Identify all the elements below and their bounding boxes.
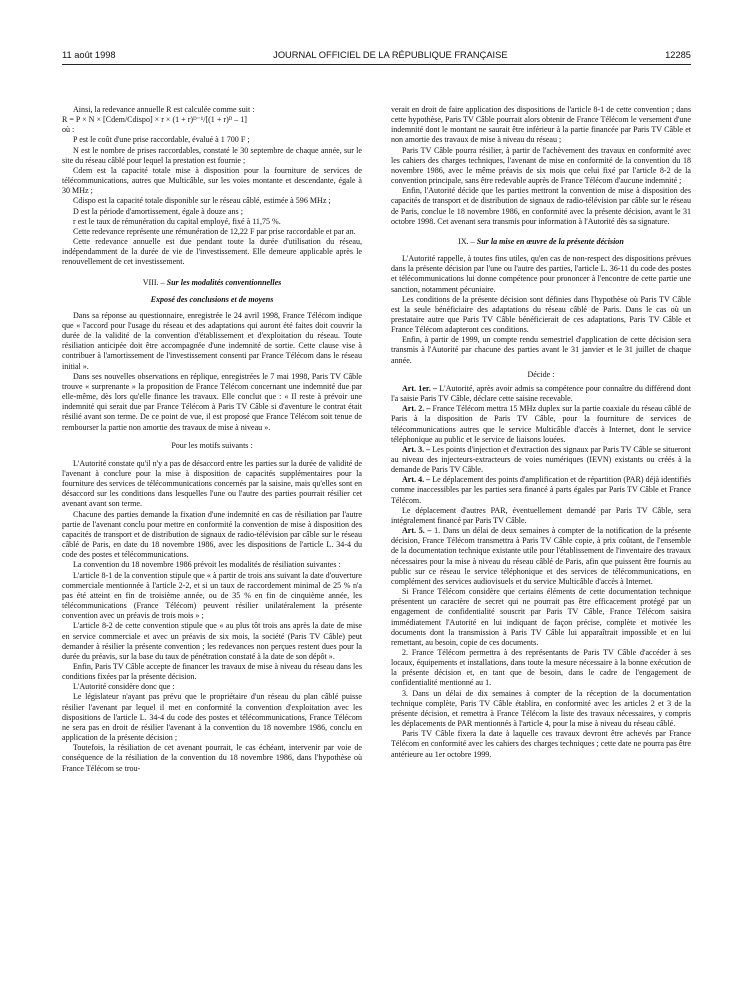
left-column <box>62 105 362 774</box>
paragraph-chacune: Chacune des parties demande la fixation d'une indemnité en cas de résiliation par l'autre partie de l'avenant conclu pour mettre en conformité la convention de mise à disposition des capacités de transport et de distribution de signaux de radio-télévision par câble sur le réseau câblé de Paris, en date du 18 novembre 1986, avec les dispositions de l'article L. 34-4 du code des postes et télécommunications. <box>62 509 362 560</box>
paragraph-toutefois: Toutefois, la résiliation de cet avenant pourrait, le cas échéant, intervenir par voie de conséquence de la résiliation de la convention du 18 novembre 1986, dans l'hypothèse où France Télécom se trou- <box>62 743 362 773</box>
section-viii-heading <box>62 278 362 288</box>
article-2 <box>391 404 691 445</box>
header-date: 11 août 1998 <box>62 50 116 60</box>
article-5 <box>391 526 691 587</box>
article-5-paragraph-5: Paris TV Câble fixera la date à laquelle ces travaux devront être achevés par France Télécom en conformité avec les cahiers des charges techniques ; cette date ne pourra pas être antérieure au 1er octobre 1999. <box>391 729 691 759</box>
paragraph-ptv-resilier: Paris TV Câble pourra résilier, à partir de l'achèvement des travaux en conformité avec les cahiers des charges techniques, l'avenant de mise en conformité de la convention du 18 novembre 1986, avec le même préavis de six mois que celui fixé par l'article 8-2 de la convention principale, sans être redevable auprès de France Télécom d'aucune indemnité ; <box>391 145 691 186</box>
paragraph-ou: où : <box>62 125 75 135</box>
article-4-text: Le déplacement des points d'amplification et de répartition (PAR) déjà identifiés comme inaccessibles par les parties sera financé à parts égales par Paris TV Câble et France Télécom. <box>391 475 692 505</box>
definition-r: r est le taux de rémunération du capital employé, fixé à 11,75 %. <box>73 216 281 226</box>
subheading-expose: Exposé des conclusions et de moyens <box>150 294 274 304</box>
paragraph-1999: Enfin, à partir de 1999, un compte rendu semestriel d'application de cette décision sera transmis à l'Autorité par chacune des parties avant le 31 janvier et le 31 juillet de chaque année. <box>391 335 691 365</box>
article-3 <box>391 445 691 475</box>
definition-n: N est le nombre de prises raccordables, constaté le 30 septembre de chaque année, sur le site du réseau câblé pour lequel la prestation est fournie ; <box>62 145 362 165</box>
journal-title: JOURNAL OFFICIEL DE LA RÉPUBLIQUE FRANÇAISE <box>273 50 508 60</box>
definition-cdispo: Cdispo est la capacité totale disponible sur le réseau câblé, estimée à 596 MHz ; <box>73 196 331 206</box>
section-ix-heading <box>391 237 691 247</box>
paragraph-duree: Cette redevance annuelle est due pendant toute la durée d'utilisation du réseau, indépendamment de la durée de vie de l'investissement. Elle demeure applicable après le renouvellement de cet investissement. <box>62 237 362 267</box>
article-1-label: Art. 1er. – <box>402 383 438 393</box>
article-3-label: Art. 3. – <box>402 444 431 454</box>
page-header <box>62 50 691 65</box>
paragraph-article-8-1: L'article 8-1 de la convention stipule que « à partir de trois ans suivant la date d'ouverture commerciale mentionnée à l'article 2-2, et si un taux de raccordement minimal de 25 % n'a pas été atteint en fin de troisième année, ou de 35 % en fin de cinquième année, les télécommunications (France Télécom) peuvent résilier unilatéralement la présente convention avec un préavis de trois mois » ; <box>62 570 362 621</box>
article-5-paragraph-3: 2. France Télécom permettra à des représentants de Paris TV Câble d'accéder à ses locaux, équipements et installations, dans toute la mesure nécessaire à la bonne exécution de la présente décision et, en tant que de besoin, dans le cadre de l'engagement de confidentialité mentionné au 1. <box>391 647 691 688</box>
article-5-text: 1. Dans un délai de deux semaines à compter de la notification de la présente décision, France Télécom transmettra à Paris TV Câble copie, à prix coûtant, de l'ensemble de la documentation technique existante utile pour l'établissement de l'inventaire des travaux nécessaires pour la mise à niveau du réseau câblé de Paris, afin que puissent être fournis au public sur ce réseau le service téléphonique et des services de télécommunications, en complément des services audiovisuels et du service Multicâble d'accès à Internet. <box>391 526 691 586</box>
paragraph-conditions: Les conditions de la présente décision sont définies dans l'hypothèse où Paris TV Câble est la seule bénéficiaire des adaptations du réseau câblé de Paris. Dans le cas où un prestataire autre que Paris TV Câble bénéficierait de ces adaptations, Paris TV Câble et France Télécom adapteront ces conditions. <box>391 294 691 335</box>
text-columns <box>62 105 691 774</box>
page-number: 12285 <box>665 50 691 60</box>
paragraph-decide: Décide : <box>527 369 555 379</box>
paragraph-convention: La convention du 18 novembre 1986 prévoit les modalités de résiliation suivantes : <box>73 560 341 570</box>
article-4-label: Art. 4. – <box>402 475 431 485</box>
paragraph-enfin-accepte: Enfin, Paris TV Câble accepte de financer les travaux de mise à niveau du réseau dans les conditions fixées par la présente décision. <box>62 661 362 682</box>
definition-d: D est la période d'amortissement, égale à douze ans ; <box>73 206 243 216</box>
article-4-paragraph-2: Le déplacement d'autres PAR, éventuellement demandé par Paris TV Câble, sera intégralement financé par Paris TV Câble. <box>391 505 691 525</box>
article-5-paragraph-4: 3. Dans un délai de dix semaines à compter de la réception de la documentation technique complète, Paris TV Câble établira, en conformité avec les articles 2 et 3 de la présente décision, et remettra à France Télécom la liste des travaux nécessaires, y compris les déplacements de PAR mentionnés à l'article 4, pour la mise à niveau du réseau câblé. <box>391 688 691 729</box>
formula: R = P × N × [Cdem/Cdispo] × r × (1 + r)ᴰ⁻¹/[(1 + r)ᴰ – 1] <box>62 115 247 125</box>
article-5-label: Art. 5. – <box>402 526 432 536</box>
section-ix-number: IX. – <box>458 236 475 246</box>
paragraph-considere: L'Autorité considère donc que : <box>73 682 175 692</box>
paragraph-observations: Dans ses nouvelles observations en réplique, enregistrées le 7 mai 1998, Paris TV Câble trouve « surprenante » la proposition de France Télécom concernant une indemnité due par elle-même, dès lors qu'elle finance les travaux. Elle conclut que : « Il reste à prévoir une indemnité qui serait due par France Télécom à Paris TV Câble si d'aventure le contrat était résilié avant son terme. De ce point de vue, il est proposé que France Télécom soit tenue de rembourser la partie non amortie des travaux de mise à niveau ». <box>62 371 362 432</box>
paragraph-intro: Ainsi, la redevance annuelle R est calculée comme suit : <box>73 105 255 114</box>
paragraph-motifs: Pour les motifs suivants : <box>171 440 253 450</box>
article-1-text: L'Autorité, après avoir admis sa compétence pour connaître du différend dont l'a saisie Paris TV Câble, déclare cette saisine recevable. <box>391 383 692 404</box>
article-5-paragraph-2: Si France Télécom considère que certains éléments de cette documentation technique présentent un caractère de secret qui ne pourrait pas être efficacement protégé par un engagement de confidentialité souscrit par Paris TV Câble, France Télécom saisira immédiatement l'Autorité en lui indiquant de façon précise, complète et motivée les documents dont la transmission à Paris TV Câble lui apparaîtrait impossible et en lui remettant, au besoin, copie de ces documents. <box>391 587 691 647</box>
section-ix-title: Sur la mise en œuvre de la présente décision <box>476 236 624 246</box>
right-column <box>391 105 691 774</box>
paragraph-continuation: verait en droit de faire application des dispositions de l'article 8-1 de cette convention ; dans cette hypothèse, Paris TV Câble pourrait alors obtenir de France Télécom le versement d'une indemnité dont le montant ne saurait être inférieur à la partie financée par Paris TV Câble et non amortie des travaux de mise à niveau du réseau ; <box>391 105 691 145</box>
definition-cdem: Cdem est la capacité totale mise à disposition pour la fourniture de services de télécommunications, autres que Multicâble, sur les voies montante et descendante, égale à 30 MHz ; <box>62 165 362 196</box>
paragraph-remuneration: Cette redevance représente une rémunération de 12,22 F par prise raccordable et par an. <box>73 226 356 236</box>
paragraph-article-8-2: L'article 8-2 de cette convention stipule que « au plus tôt trois ans après la date de mise en service commerciale et avec un préavis de six mois, la société (Paris TV Câble) peut demander à résilier la présente convention ; les redevances non perçues restent dues pour la durée du préavis, sur la base du taux de pénétration constaté à la date de son dépôt ». <box>62 621 362 661</box>
article-4 <box>391 475 691 505</box>
article-2-text: France Télécom mettra 15 MHz duplex sur la partie coaxiale du réseau câblé de Paris à la disposition de Paris TV Câble, pour la fourniture de services de télécommunications autres que le service Multicâble d'accès à Internet, dont le service téléphonique au public et le service de liaisons louées. <box>391 404 691 444</box>
paragraph-constate: L'Autorité constate qu'il n'y a pas de désaccord entre les parties sur la durée de validité de l'avenant à conclure pour la mise à disposition de capacités supplémentaires pour la fourniture des services de télécommunications concernés par la saisine, mais qu'elles sont en désaccord sur les conditions dans lesquelles l'une ou l'autre des parties pourrait résilier cet avenant avant son terme. <box>62 458 362 509</box>
paragraph-rappelle: L'Autorité rappelle, à toutes fins utiles, qu'en cas de non-respect des dispositions prévues dans la présente décision par l'une ou l'autre des parties, l'article L. 36-11 du code des postes et télécommunications lui donne compétence pour prononcer à l'encontre de cette partie une sanction, notamment pécuniaire. <box>391 254 691 294</box>
article-2-label: Art. 2. – <box>402 404 431 414</box>
definition-p: P est le coût d'une prise raccordable, évalué à 1 700 F ; <box>73 135 250 145</box>
section-viii-title: Sur les modalités conventionnelles <box>166 277 282 287</box>
paragraph-reponse: Dans sa réponse au questionnaire, enregistrée le 24 avril 1998, France Télécom indique que « l'accord pour l'usage du réseau et des adaptations qui auront été faites doit couvrir la durée de la validité de la convention d'établissement et d'exploitation du réseau. Toute résiliation anticipée doit être accompagnée d'une indemnité de sortie. Cette clause vise à contribuer à l'amortissement de l'investissement consenti par France Télécom dans le réseau initial ». <box>62 310 362 371</box>
section-viii-number: VIII. – <box>142 277 165 287</box>
article-1 <box>391 384 691 404</box>
article-3-text: Les points d'injection et d'extraction des signaux par Paris TV Câble se situeront au niveau des injecteurs-extracteurs de voies numériques (IEVN) existants ou créés à la demande de Paris TV Câble. <box>391 444 692 475</box>
paragraph-legislateur: Le législateur n'ayant pas prévu que le propriétaire d'un réseau du plan câblé puisse résilier l'avenant par lequel il met en conformité la convention d'exploitation avec les dispositions de l'article L. 34-4 du code des postes et télécommunications, France Télécom ne sera pas en droit de résilier l'avenant à la convention du 18 novembre 1986, conclu en application de la présente décision ; <box>62 692 362 743</box>
paragraph-enfin-decide: Enfin, l'Autorité décide que les parties mettront la convention de mise à disposition des capacités de transport et de distribution de signaux de radio-télévision par câble sur le réseau de Paris, conclue le 18 novembre 1986, en conformité avec la présente décision, avant le 31 octobre 1998. Cet avenant sera transmis pour information à l'Autorité dès sa signature. <box>391 186 691 226</box>
